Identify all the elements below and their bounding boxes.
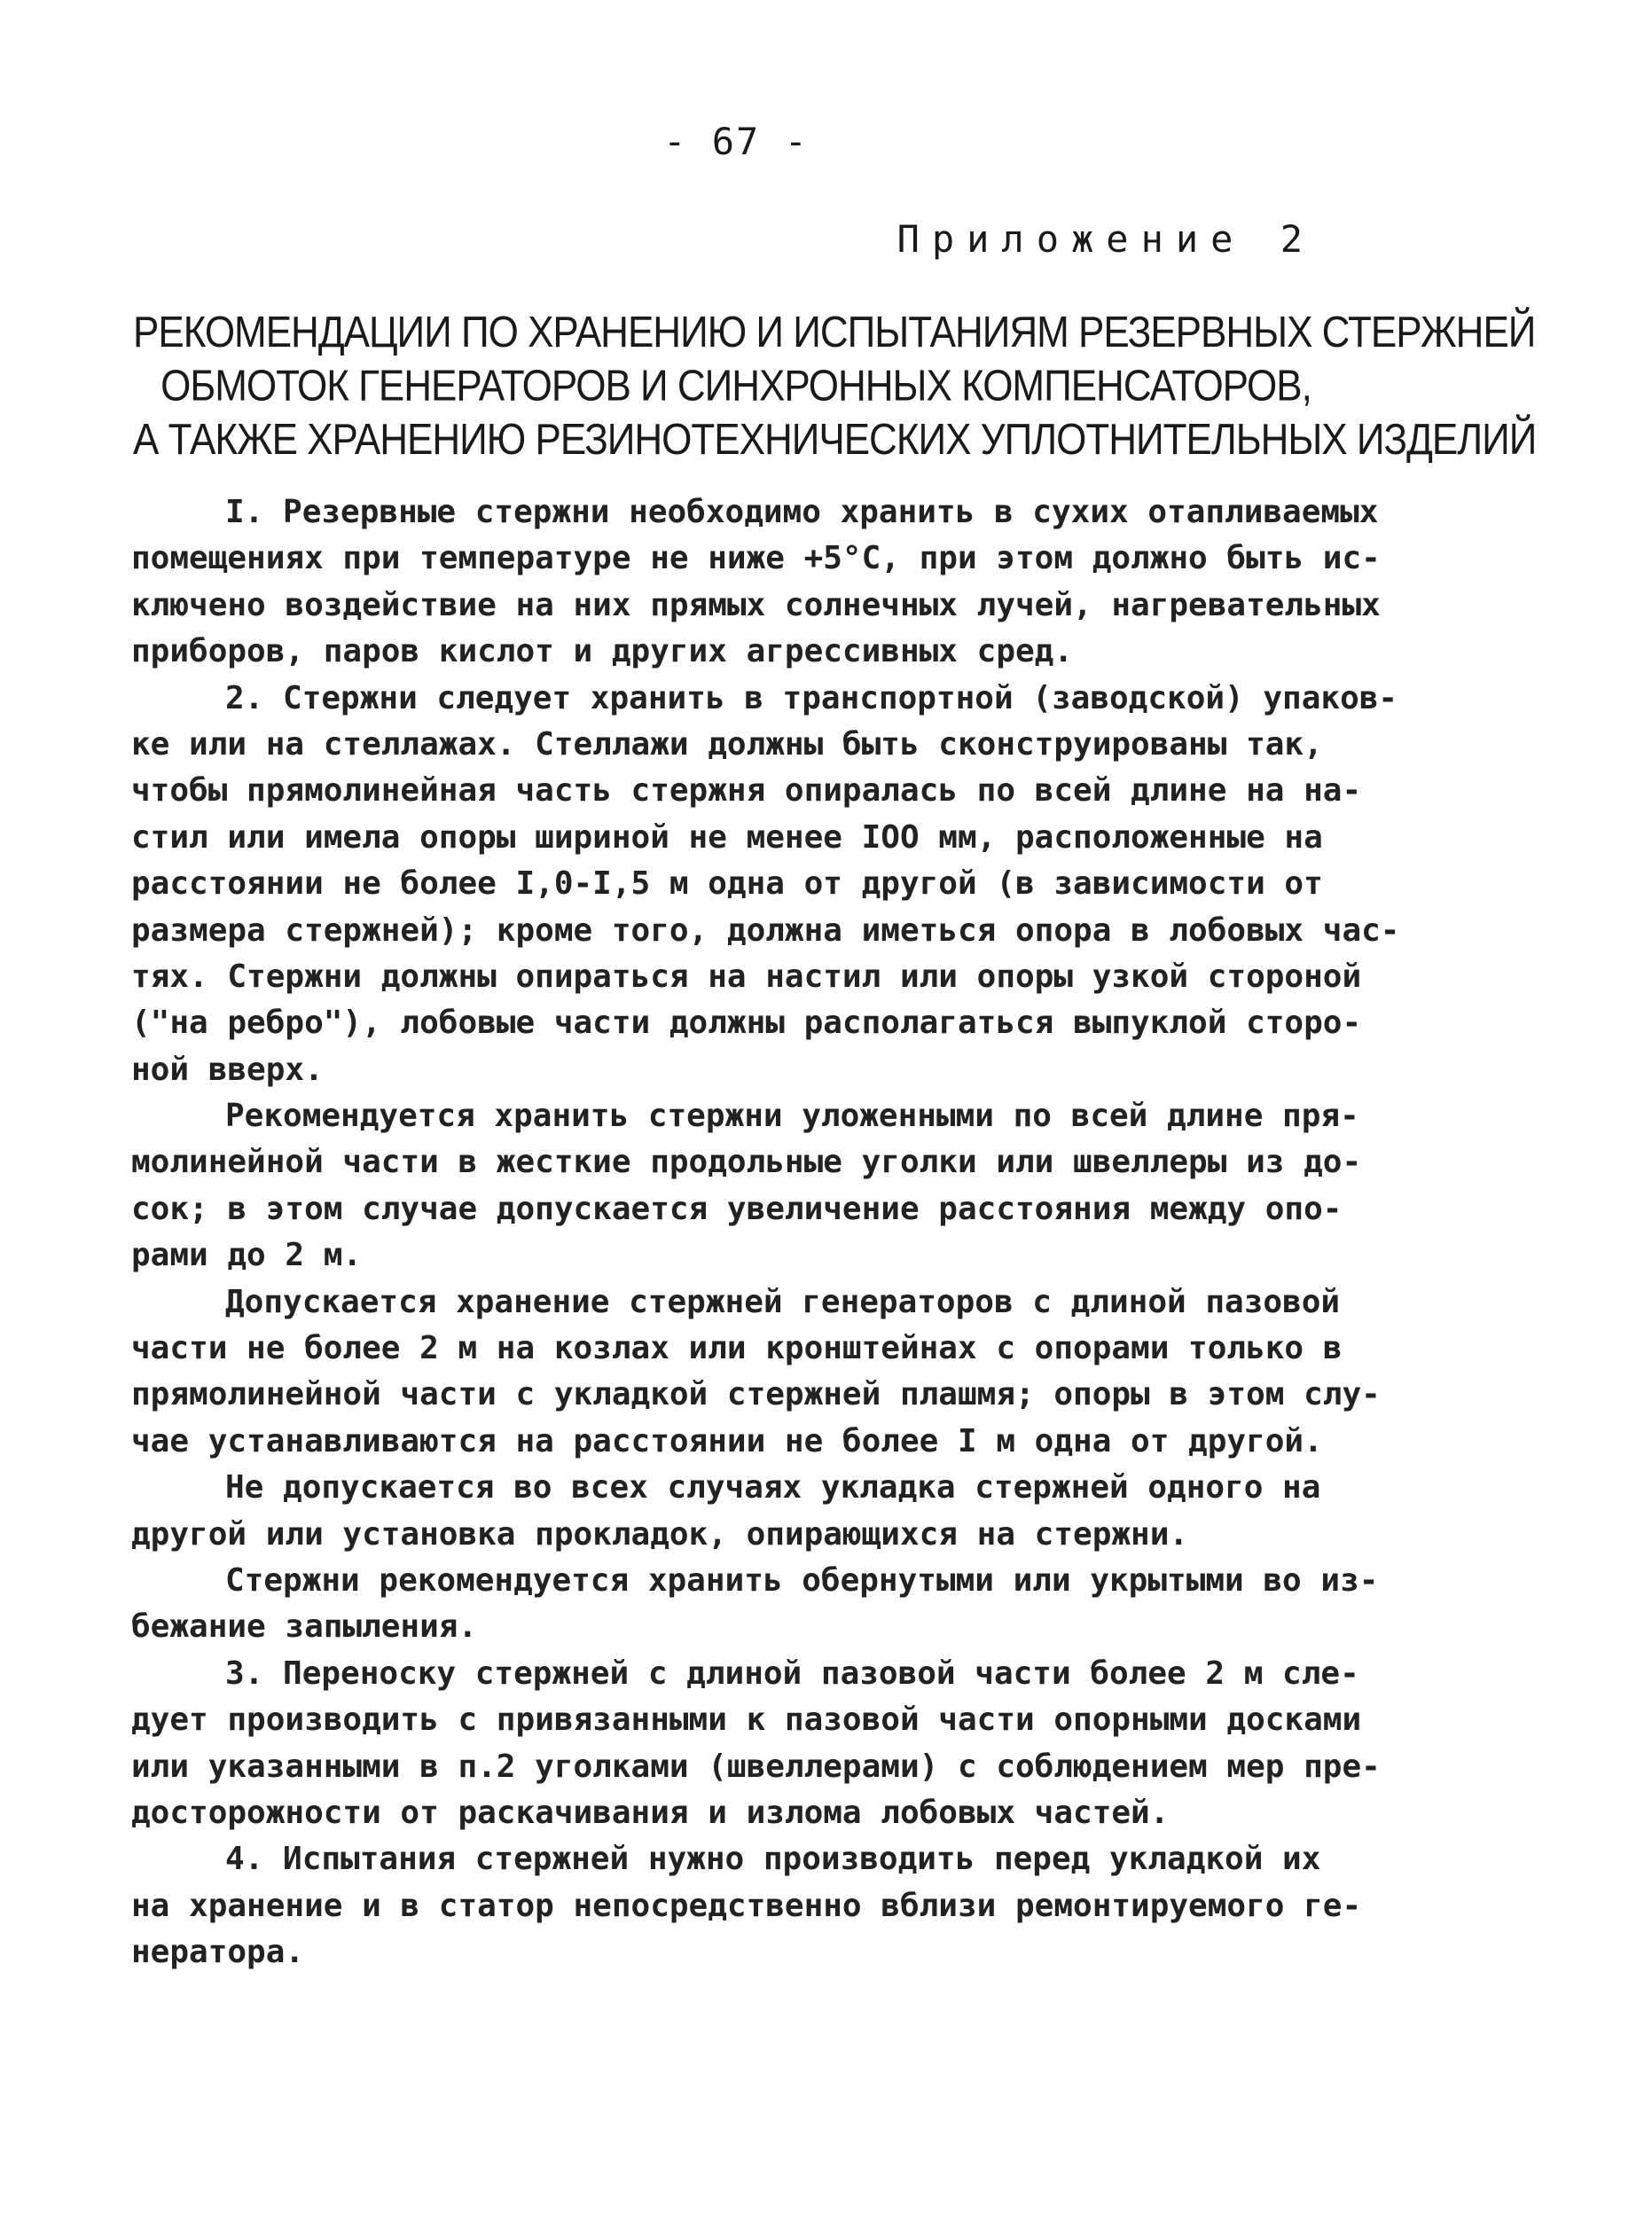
text-line: чае устанавливаются на расстоянии не более I м одна от другой. [131,1422,1323,1459]
text-line: расстоянии не более I,0-I,5 м одна от другой (в зависимости от [131,865,1323,903]
text-line: тях. Стержни должны опираться на настил или опоры узкой стороной [131,958,1362,995]
text-line: ("на ребро"), лобовые части должны располагаться выпуклой сторо- [131,1005,1362,1042]
text-line: молинейной части в жесткие продольные уголки или швеллеры из до- [131,1144,1362,1181]
text-line: Допускается хранение стержней генераторов с длиной пазовой [225,1283,1341,1320]
body-text [131,489,1400,1976]
text-line: бежание запыления. [131,1608,478,1646]
document-title [133,306,1537,466]
text-line: 2. Стержни следует хранить в транспортной (заводской) упаков- [225,679,1398,716]
text-line: дует производить с привязанными к пазовой части опорными досками [131,1702,1362,1739]
text-line: на хранение и в статор непосредственно вблизи ремонтируемого ге- [131,1887,1362,1924]
text-line: 3. Переноску стержней с длиной пазовой части более 2 м сле- [225,1655,1359,1692]
text-line: приборов, паров кислот и других агрессивных сред. [131,633,1074,670]
text-line: нератора. [131,1934,305,1971]
text-line: досторожности от раскачивания и излома лобовых частей. [131,1794,1170,1831]
page-number: - 67 - [663,120,809,163]
text-line: I. Резервные стержни необходимо хранить в сухих отапливаемых [225,494,1379,530]
text-line: Рекомендуется хранить стержни уложенными по всей длине пря- [225,1098,1359,1135]
text-line: сок; в этом случае допускается увеличение расстояния между опо- [131,1190,1343,1227]
text-line: ключено воздействие на них прямых солнечных лучей, нагревательных [131,586,1381,623]
text-line: 4. Испытания стержней нужно производить перед укладкой их [225,1841,1321,1878]
text-line: ке или на стеллажах. Стеллажи должны быть сконструированы так, [131,725,1323,763]
text-line: ной вверх. [131,1051,324,1088]
title-line: РЕКОМЕНДАЦИИ ПО ХРАНЕНИЮ И ИСПЫТАНИЯМ РЕЗЕРВНЫХ СТЕРЖНЕЙ [133,308,1536,357]
text-line: или указанными в п.2 уголками (швеллерами) с соблюдением мер пре- [131,1748,1381,1785]
text-line: прямолинейной части с укладкой стержней плашмя; опоры в этом слу- [131,1376,1381,1413]
text-line: Стержни рекомендуется хранить обернутыми или укрытыми во из- [225,1561,1379,1599]
text-line: помещениях при температуре не ниже +5°С, при этом должно быть ис- [131,540,1381,577]
text-line: другой или установка прокладок, опирающихся на стержни. [131,1515,1189,1553]
text-line: чтобы прямолинейная часть стержня опиралась по всей длине на на- [131,772,1362,810]
text-line: стил или имела опоры шириной не менее IOO мм, расположенные на [131,818,1323,856]
appendix-label: Приложение 2 [896,217,1315,261]
title-line: А ТАКЖЕ ХРАНЕНИЮ РЕЗИНОТЕХНИЧЕСКИХ УПЛОТНИТЕЛЬНЫХ ИЗДЕЛИЙ [133,415,1537,465]
text-line: части не более 2 м на козлах или кронштейнах с опорами только в [131,1330,1343,1367]
text-line: размера стержней); кроме того, должна иметься опора в лобовых час- [131,911,1400,949]
title-line: ОБМОТОК ГЕНЕРАТОРОВ И СИНХРОННЫХ КОМПЕНСАТОРОВ, [161,361,1311,411]
text-line: рами до 2 м. [131,1237,363,1274]
text-line: Не допускается во всех случаях укладка стержней одного на [225,1469,1321,1506]
